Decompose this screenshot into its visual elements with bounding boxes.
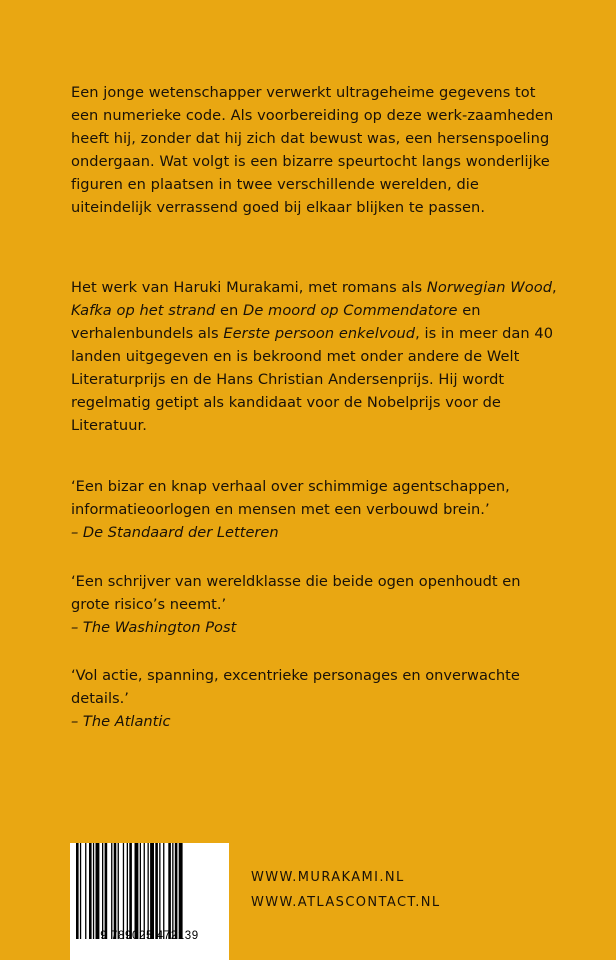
barcode-bar (155, 843, 158, 939)
quote-text: ‘Vol actie, spanning, excentrieke personages en onverwachte details.’ (71, 667, 520, 707)
barcode-bar (89, 843, 92, 939)
barcode-bar (179, 843, 183, 939)
barcode-bar (144, 843, 145, 939)
blurb-paragraph: Een jonge wetenschapper verwerkt ultrageheime gegevens tot een numerieke code. Als voorbereiding op deze werk-zaamheden heeft hij, zonder dat hij zich dat bewust was, een hersenspoeling ondergaan. Wat volgt is een bizarre speurtocht langs wonderlijke figuren en plaatsen in twee verschillende werelden, die uiteindelijk verrassend goed bij elkaar blijken te passen. (71, 84, 554, 216)
barcode-bar (85, 843, 86, 939)
isbn-barcode (70, 843, 229, 960)
barcode-bar (123, 843, 124, 939)
barcode-bar (129, 843, 132, 939)
barcode-bar (159, 843, 160, 939)
barcode-bar (111, 843, 112, 939)
quote-source: – The Washington Post (71, 619, 237, 636)
bio-text: en verhalenbundels als (71, 302, 481, 342)
barcode-bar (96, 843, 100, 939)
bio-text: , is in meer dan 40 landen uitgegeven en is bekroond met onder andere de Welt Literaturprijs en de Hans Christian Andersenprijs. Hij wordt regelmatig getipt als kandidaat voor de Nobelprijs voor de Literatuur. (71, 325, 554, 434)
bio-text: en (215, 302, 244, 319)
quote-source: – The Atlantic (71, 713, 171, 730)
barcode-bars (70, 843, 229, 943)
barcode-bar (102, 843, 103, 939)
barcode-bar (105, 843, 108, 939)
barcode-bar (93, 843, 94, 939)
barcode-bar (114, 843, 117, 939)
quote-text: ‘Een bizar en knap verhaal over schimmige agentschappen, informatieoorlogen en mensen met een verbouwd brein.’ (71, 478, 510, 518)
review-quote (71, 475, 561, 544)
author-bio-paragraph (71, 276, 561, 437)
bio-title-commendatore: De moord op Commendatore (243, 302, 458, 319)
barcode-bar (168, 843, 171, 939)
barcode-bar (172, 843, 173, 939)
barcode-bar (163, 843, 164, 939)
quote-text: ‘Een schrijver van wereldklasse die beide ogen openhoudt en grote risico’s neemt.’ (71, 573, 521, 613)
barcode-bar (135, 843, 139, 939)
barcode-bar (140, 843, 141, 939)
review-quote (71, 664, 561, 733)
bio-text: , (552, 279, 557, 296)
bio-title-eerste-persoon: Eerste persoon enkelvoud (223, 325, 416, 342)
barcode-bar (175, 843, 178, 939)
barcode-bar (150, 843, 154, 939)
website-url-atlascontact: WWW.ATLASCONTACT.NL (251, 895, 441, 910)
barcode-bar (80, 843, 81, 939)
barcode-bar (76, 843, 79, 939)
barcode-bar (148, 843, 149, 939)
isbn-number: 9 789025 472139 (100, 930, 199, 942)
bio-text: Het werk van Haruki Murakami, met romans als (71, 279, 427, 296)
quote-source: – De Standaard der Letteren (71, 524, 279, 541)
website-url-murakami: WWW.MURAKAMI.NL (251, 870, 405, 885)
review-quote (71, 570, 561, 639)
barcode-bar (118, 843, 119, 939)
bio-title-kafka: Kafka op het strand (71, 302, 216, 319)
barcode-bar (127, 843, 128, 939)
bio-title-norwegian-wood: Norwegian Wood (426, 279, 553, 296)
